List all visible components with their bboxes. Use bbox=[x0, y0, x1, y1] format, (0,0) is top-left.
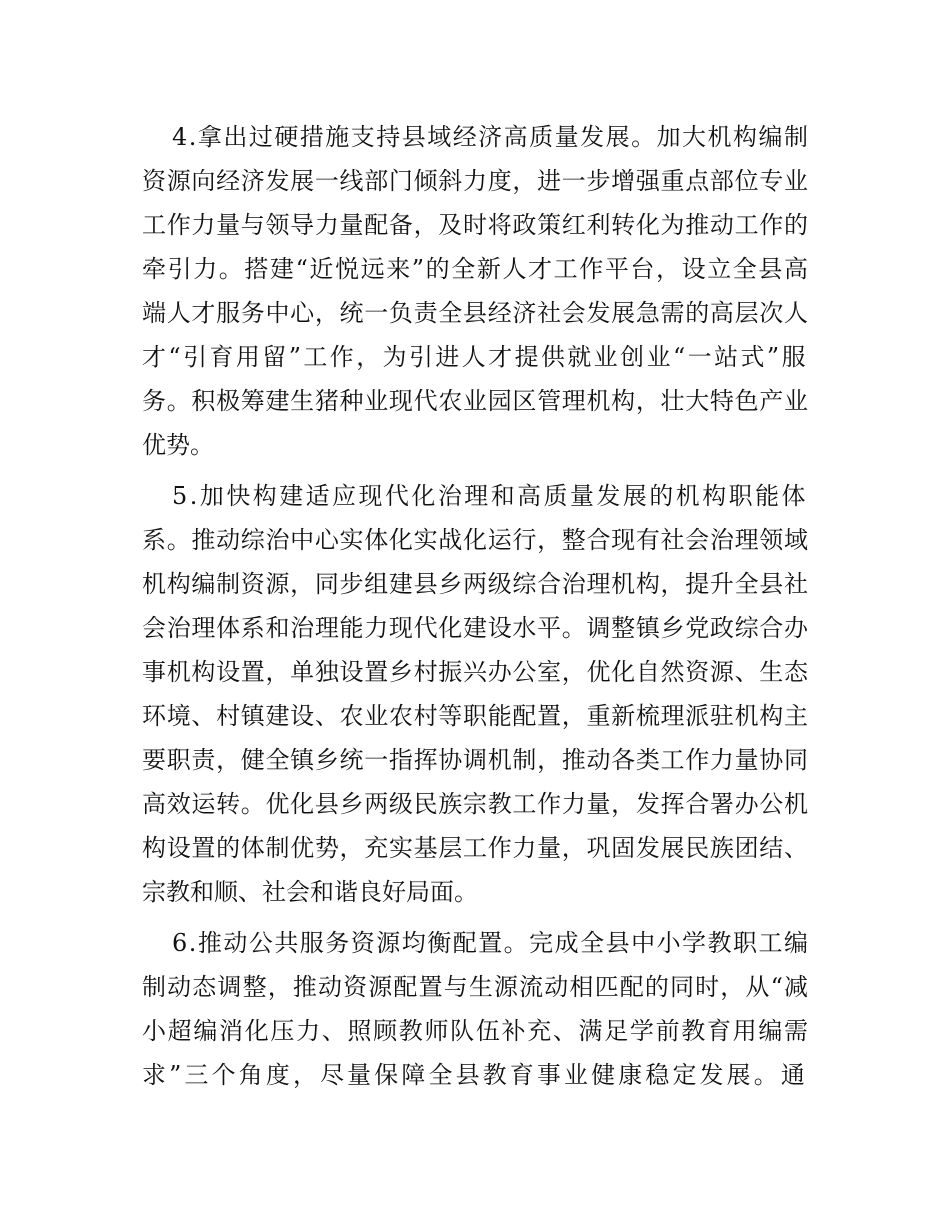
text-line: 4.拿出过硬措施支持县域经济高质量发展。加大机构编制 bbox=[172, 123, 810, 151]
text-line: 高效运转。优化县乡两级民族宗教工作力量，发挥合署办公机 bbox=[142, 790, 809, 818]
text-line: 5.加快构建适应现代化治理和高质量发展的机构职能体 bbox=[172, 482, 808, 510]
text-line: 小超编消化压力、照顾教师队伍补充、满足学前教育用编需 bbox=[142, 1017, 810, 1045]
text-line: 工作力量与领导力量配备，及时将政策红利转化为推动工作的 bbox=[142, 211, 809, 239]
text-line: 制动态调整，推动资源配置与生源流动相匹配的同时，从“减 bbox=[142, 973, 810, 1001]
text-line: 会治理体系和治理能力现代化建设水平。调整镇乡党政综合办 bbox=[142, 614, 809, 642]
text-line: 6.推动公共服务资源均衡配置。完成全县中小学教职工编 bbox=[172, 929, 810, 957]
text-line: 优势。 bbox=[142, 431, 214, 459]
text-line: 要职责，健全镇乡统一指挥协调机制，推动各类工作力量协同 bbox=[142, 746, 809, 774]
text-line: 资源向经济发展一线部门倾斜力度，进一步增强重点部位专业 bbox=[142, 167, 809, 195]
text-line: 机构编制资源，同步组建县乡两级综合治理机构，提升全县社 bbox=[142, 570, 809, 598]
text-line: 系。推动综治中心实体化实战化运行，整合现有社会治理领域 bbox=[142, 526, 809, 554]
text-line: 端人才服务中心，统一负责全县经济社会发展急需的高层次人 bbox=[142, 299, 809, 327]
text-line: 务。积极筹建生猪种业现代农业园区管理机构，壮大特色产业 bbox=[142, 387, 809, 415]
text-line: 事机构设置，单独设置乡村振兴办公室，优化自然资源、生态 bbox=[142, 658, 809, 686]
text-line: 环境、村镇建设、农业农村等职能配置，重新梳理派驻机构主 bbox=[142, 702, 809, 730]
text-line: 宗教和顺、社会和谐良好局面。 bbox=[142, 878, 478, 906]
text-line: 牵引力。搭建“近悦远来”的全新人才工作平台，设立全县高 bbox=[142, 255, 810, 283]
text-line: 求”三个角度，尽量保障全县教育事业健康稳定发展。通 bbox=[142, 1061, 808, 1089]
text-line: 才“引育用留”工作，为引进人才提供就业创业“一站式”服 bbox=[142, 343, 808, 371]
text-line: 构设置的体制优势，充实基层工作力量，巩固发展民族团结、 bbox=[142, 834, 809, 862]
